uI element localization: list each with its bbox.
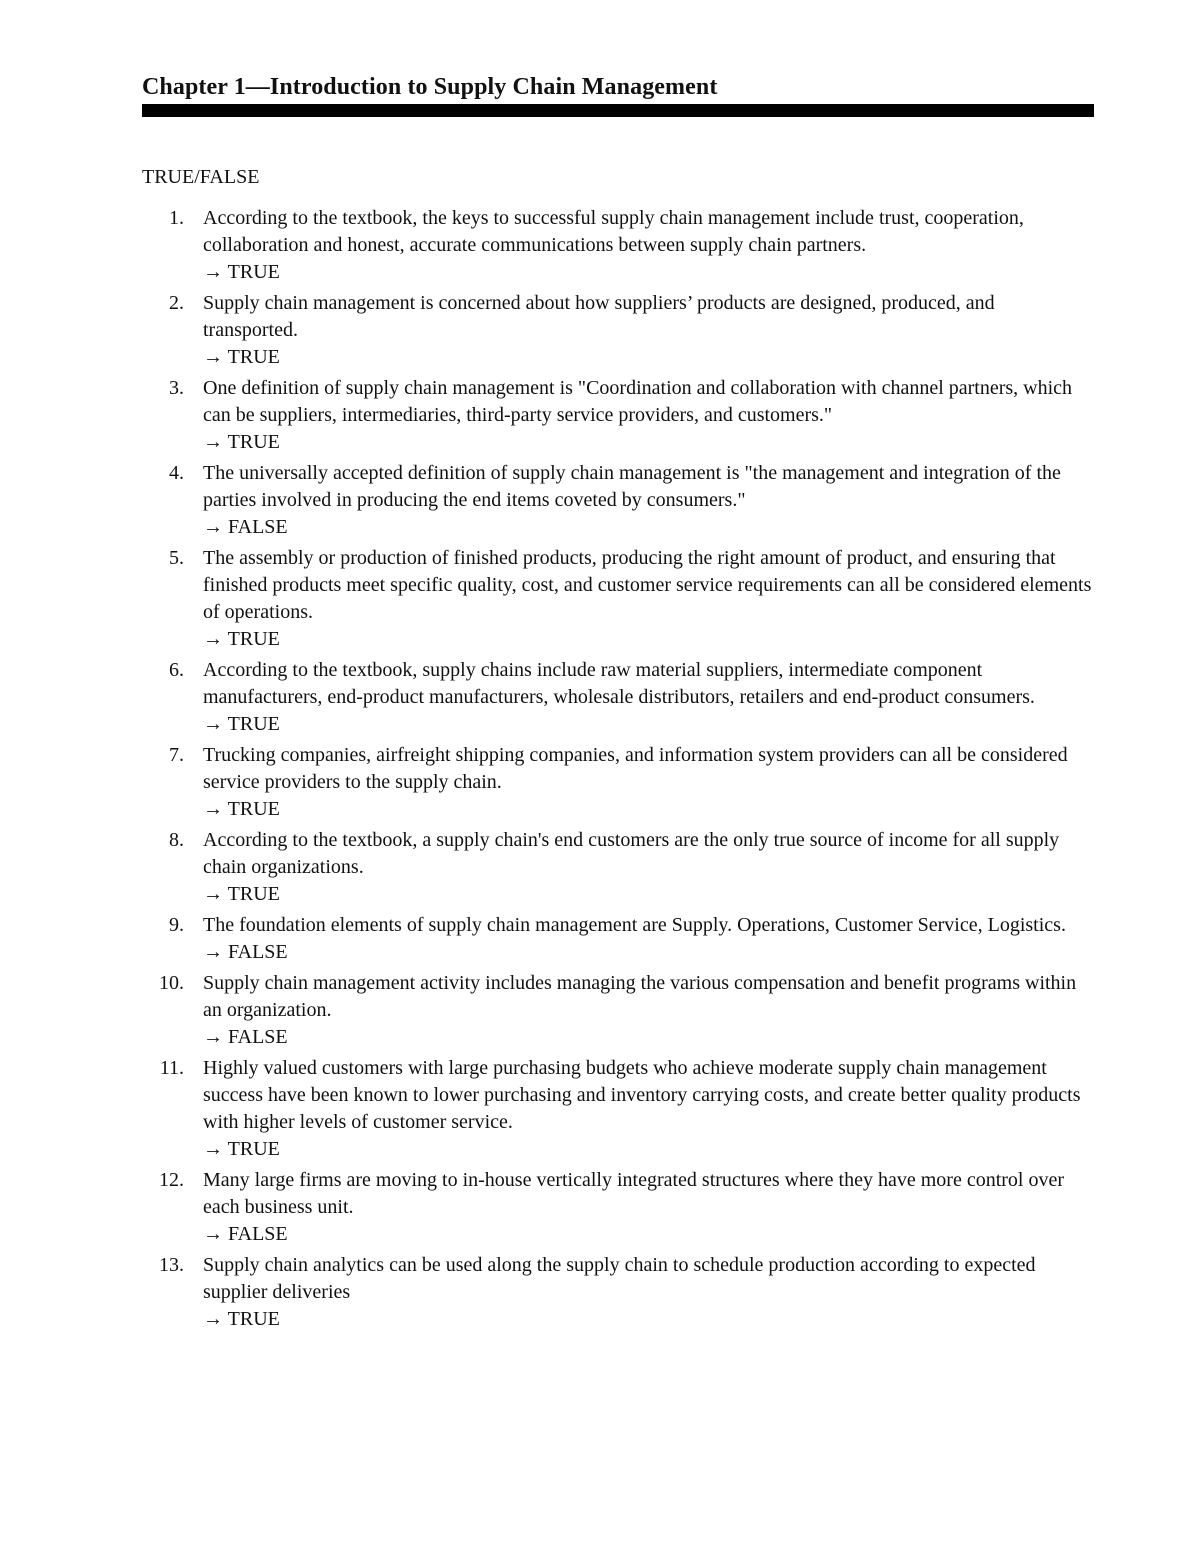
question-number: 9. <box>169 914 184 936</box>
question-item <box>142 912 1094 966</box>
question-number: 4. <box>169 462 184 484</box>
question-text: Supply chain management is concerned about how suppliers’ products are designed, produced, and transported. <box>203 292 995 341</box>
question-answer: → TRUE <box>203 798 280 820</box>
question-number: 6. <box>169 659 184 681</box>
section-heading: TRUE/FALSE <box>142 166 260 188</box>
question-text: Many large firms are moving to in-house vertically integrated structures where they have more control over each business unit. <box>203 1169 1065 1218</box>
document-page <box>142 70 1094 1337</box>
question-item <box>142 545 1094 653</box>
question-answer: → TRUE <box>203 1308 280 1330</box>
question-answer: → TRUE <box>203 713 280 735</box>
question-answer: → TRUE <box>203 431 280 453</box>
question-answer: → TRUE <box>203 1138 280 1160</box>
question-answer: → TRUE <box>203 883 280 905</box>
question-text: Trucking companies, airfreight shipping companies, and information system providers can all be considered service providers to the supply chain. <box>203 744 1068 793</box>
question-item <box>142 1055 1094 1163</box>
question-number: 7. <box>169 744 184 766</box>
question-number: 10. <box>159 972 184 994</box>
question-answer: → FALSE <box>203 941 288 963</box>
question-answer: → TRUE <box>203 261 280 283</box>
question-item <box>142 1252 1094 1333</box>
question-number: 11. <box>159 1057 184 1079</box>
question-number: 2. <box>169 292 184 314</box>
question-text: The universally accepted definition of supply chain management is "the management and integration of the parties involved in producing the end items coveted by consumers." <box>203 462 1061 511</box>
question-answer: → FALSE <box>203 1223 288 1245</box>
question-item <box>142 970 1094 1051</box>
question-answer: → FALSE <box>203 1026 288 1048</box>
title-rule <box>142 104 1094 117</box>
question-text: One definition of supply chain management is "Coordination and collaboration with channel partners, which can be suppliers, intermediaries, third-party service providers, and customers." <box>203 377 1073 426</box>
chapter-title: Chapter 1—Introduction to Supply Chain Management <box>142 74 718 100</box>
question-number: 12. <box>159 1169 184 1191</box>
question-text: According to the textbook, supply chains include raw material suppliers, intermediate component manufacturers, end-product manufacturers, wholesale distributors, retailers and end-product consumers. <box>203 659 1035 708</box>
question-text: Supply chain analytics can be used along the supply chain to schedule production according to expected supplier deliveries <box>203 1254 1036 1303</box>
question-number: 1. <box>169 207 184 229</box>
question-text: The foundation elements of supply chain management are Supply. Operations, Customer Service, Logistics. <box>203 914 1066 936</box>
question-number: 5. <box>169 547 184 569</box>
question-answer: → FALSE <box>203 516 288 538</box>
question-list <box>142 205 1094 1333</box>
question-item <box>142 742 1094 823</box>
question-text: Supply chain management activity includes managing the various compensation and benefit programs within an organization. <box>203 972 1077 1021</box>
question-text: Highly valued customers with large purchasing budgets who achieve moderate supply chain management success have been known to lower purchasing and inventory carrying costs, and create better quality products with higher levels of customer service. <box>203 1057 1081 1133</box>
question-item <box>142 657 1094 738</box>
question-item <box>142 460 1094 541</box>
question-text: According to the textbook, the keys to successful supply chain management include trust, cooperation, collaboration and honest, accurate communications between supply chain partners. <box>203 207 1024 256</box>
question-item <box>142 205 1094 286</box>
question-number: 13. <box>159 1254 184 1276</box>
question-answer: → TRUE <box>203 628 280 650</box>
question-item <box>142 290 1094 371</box>
question-number: 3. <box>169 377 184 399</box>
question-item <box>142 375 1094 456</box>
question-text: The assembly or production of finished products, producing the right amount of product, and ensuring that finished products meet specific quality, cost, and customer service requirements can all be considered elements of operations. <box>203 547 1092 623</box>
question-text: According to the textbook, a supply chain's end customers are the only true source of income for all supply chain organizations. <box>203 829 1060 878</box>
question-answer: → TRUE <box>203 346 280 368</box>
question-item <box>142 827 1094 908</box>
question-number: 8. <box>169 829 184 851</box>
question-item <box>142 1167 1094 1248</box>
